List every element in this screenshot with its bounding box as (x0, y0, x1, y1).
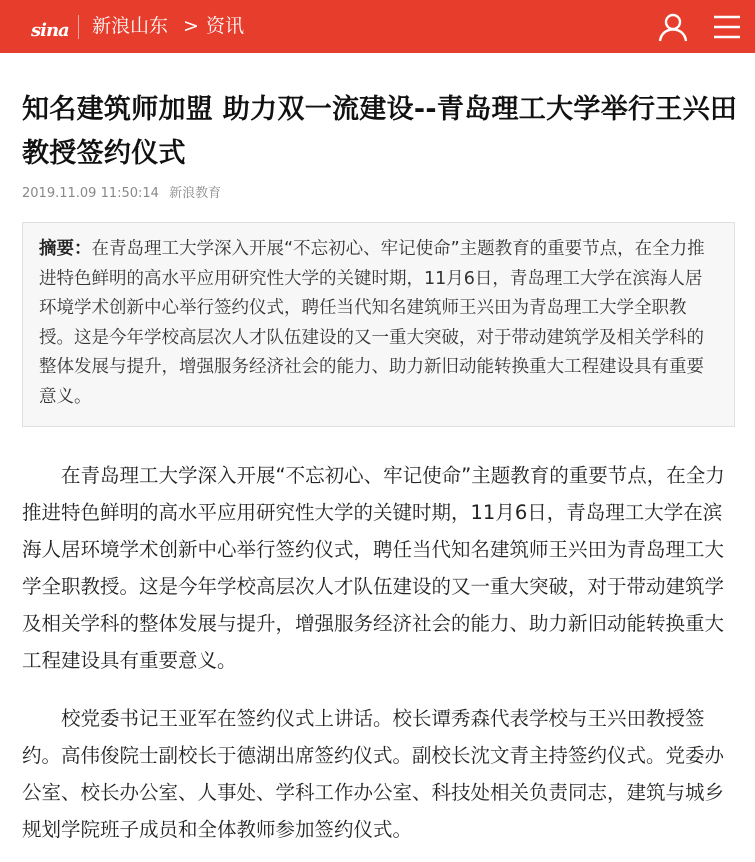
menu-button[interactable] (710, 10, 744, 44)
article-summary (22, 222, 735, 427)
article-source[interactable]: 新浪教育 (169, 186, 222, 201)
site-title-link[interactable]: 新浪山东 (92, 15, 169, 37)
section-link[interactable]: 资讯 (206, 15, 245, 37)
article-title: 知名建筑师加盟 助力双一流建设--青岛理工大学举行王兴田教授签约仪式 (22, 94, 738, 169)
top-header (0, 0, 755, 53)
header-divider (78, 15, 79, 39)
article-meta (22, 184, 221, 204)
article-paragraph: 在青岛理工大学深入开展“不忘初心、牢记使命”主题教育的重要节点，在全力推进特色鲜明的高水平应用研究性大学的关键时期，11月6日，青岛理工大学在滨海人居环境学术创新中心举行签约仪式，聘任当代知名建筑师王兴田为青岛理工大学全职教授。这是今年学校高层次人才队伍建设的又一重大突破，对于带动建筑学及相关学科的整体发展与提升，增强服务经济社会的能力、助力新旧动能转换重大工程建设具有重要意义。 (22, 464, 725, 672)
article-date: 2019.11.09 11:50:14 (22, 186, 159, 201)
sina-logo[interactable] (15, 10, 69, 44)
summary-text: 在青岛理工大学深入开展“不忘初心、牢记使命”主题教育的重要节点，在全力推进特色鲜明的高水平应用研究性大学的关键时期，11月6日，青岛理工大学在滨海人居环境学术创新中心举行签约仪式，聘任当代知名建筑师王兴田为青岛理工大学全职教授。这是今年学校高层次人才队伍建设的又一重大突破，对于带动建筑学及相关学科的整体发展与提升，增强服务经济社会的能力、助力新旧动能转换重大工程建设具有重要意义。 (39, 239, 705, 407)
summary-label: 摘要： (39, 239, 92, 259)
article-paragraph: 校党委书记王亚军在签约仪式上讲话。校长谭秀森代表学校与王兴田教授签约。高伟俊院士副校长于德湖出席签约仪式。副校长沈文青主持签约仪式。党委办公室、校长办公室、人事处、学科工作办公室、科技处相关负责同志，建筑与城乡规划学院班子成员和全体教师参加签约仪式。 (22, 707, 725, 841)
user-button[interactable] (656, 10, 690, 44)
breadcrumb-separator: > (183, 15, 199, 37)
sina-logo-text: sina (31, 20, 69, 41)
menu-icon (710, 10, 744, 44)
user-icon (656, 10, 690, 44)
